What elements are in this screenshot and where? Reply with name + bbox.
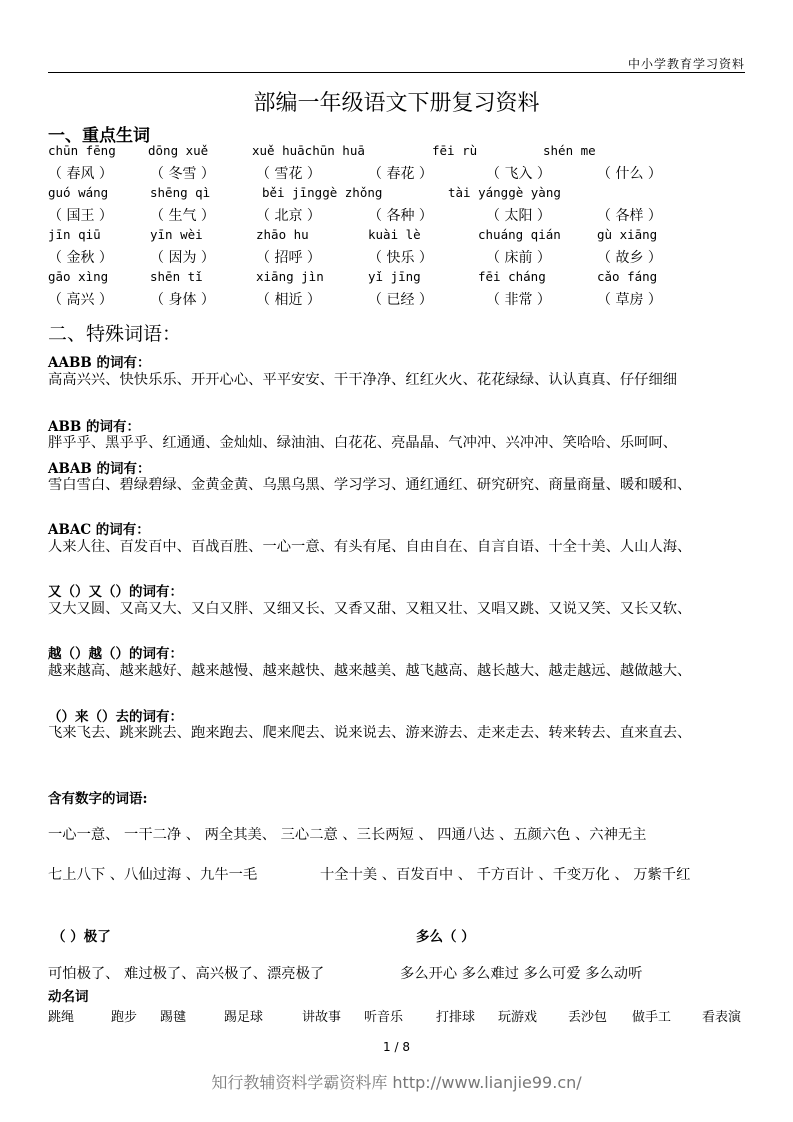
- numbers-label: 含有数字的词语:: [48, 791, 148, 807]
- pinyin: guó wáng: [48, 185, 109, 200]
- pinyin: gāo xìng: [48, 269, 109, 284]
- dongming-item: 看表演: [702, 1010, 742, 1025]
- dongming-item: 讲故事: [302, 1010, 342, 1025]
- group-label: ABAB 的词有：: [48, 461, 151, 477]
- page-title: 部编一年级语文下册复习资料: [253, 91, 540, 116]
- pinyin: chūn fēng: [48, 143, 116, 158]
- group-text: 又大又圆、又高又大、又白又胖、又细又长、又香又甜、又粗又壮、又唱又跳、又说又笑、又长又软、: [48, 601, 692, 617]
- pinyin: běi jīnggè zhǒng: [262, 185, 383, 200]
- word: （ 相近 ）: [256, 292, 321, 308]
- word: （ 雪花 ）: [256, 166, 321, 182]
- word: （ 春风 ）: [48, 166, 113, 182]
- pinyin: jīn qiū: [48, 227, 101, 242]
- dongming-item: 玩游戏: [498, 1010, 538, 1025]
- word: （ 国王 ）: [48, 208, 113, 224]
- header-label: 中小学教育学习资料: [627, 57, 745, 71]
- pinyin: fēi rù: [432, 143, 478, 158]
- dongming-item: 跑步: [111, 1010, 138, 1025]
- word: （ 非常 ）: [486, 292, 551, 308]
- section1-heading: 一、重点生词: [48, 126, 150, 146]
- word: （ 生气 ）: [150, 208, 215, 224]
- duome-text: 多么开心 多么难过 多么可爱 多么动听: [400, 966, 643, 982]
- word: （ 金秋 ）: [48, 250, 113, 266]
- word: （ 冬雪 ）: [150, 166, 215, 182]
- pinyin: dōng xuě: [148, 143, 209, 158]
- word: （ 招呼 ）: [256, 250, 321, 266]
- word: （ 太阳 ）: [486, 208, 551, 224]
- group-text: 雪白雪白、碧绿碧绿、金黄金黄、乌黑乌黑、学习学习、通红通红、研究研究、商量商量、暖和暖和、: [48, 477, 692, 493]
- duome-label: 多么（ ）: [416, 929, 475, 945]
- group-text: 越来越高、越来越好、越来越慢、越来越快、越来越美、越飞越高、越长越大、越走越远、越做越大、: [48, 663, 692, 679]
- word: （ 春花 ）: [368, 166, 433, 182]
- word: （ 什么 ）: [597, 166, 662, 182]
- section2-heading: 二、特殊词语：: [48, 323, 182, 345]
- dongming-item: 踢足球: [224, 1010, 264, 1025]
- group-label: AABB 的词有：: [48, 355, 151, 371]
- group-text: 高高兴兴、快快乐乐、开开心心、平平安安、干干净净、红红火火、花花绿绿、认认真真、仔仔细细: [48, 372, 678, 388]
- word: （ 草房 ）: [597, 292, 662, 308]
- pinyin: shén me: [543, 143, 596, 158]
- dongming-item: 听音乐: [364, 1010, 404, 1025]
- dongming-item: 做手工: [632, 1010, 672, 1025]
- pinyin: cǎo fáng: [597, 269, 658, 284]
- pinyin: kuài lè: [368, 227, 421, 242]
- group-text: 飞来飞去、跳来跳去、跑来跑去、爬来爬去、说来说去、游来游去、走来走去、转来转去、直来直去、: [48, 725, 692, 741]
- word: （ 故乡 ）: [597, 250, 662, 266]
- pinyin: xuě huāchūn huā: [252, 143, 365, 158]
- pinyin: fēi cháng: [478, 269, 546, 284]
- pinyin: shēn tǐ: [150, 269, 203, 284]
- word: （ 已经 ）: [368, 292, 433, 308]
- numbers-line: 一心一意、 一干二净 、 两全其美、 三心二意 、三长两短 、 四通八达 、五颜六色 、六神无主: [48, 827, 647, 843]
- pinyin: tài yánggè yàng: [448, 185, 561, 200]
- word: （ 身体 ）: [150, 292, 215, 308]
- dongming-item: 跳绳: [48, 1010, 75, 1025]
- pinyin: yǐ jīng: [368, 269, 421, 284]
- numbers-line: 十全十美 、百发百中 、 千方百计 、千变万化 、 万紫千红: [320, 867, 691, 883]
- word: （ 快乐 ）: [368, 250, 433, 266]
- word: （ 高兴 ）: [48, 292, 113, 308]
- dongming-item: 丢沙包: [568, 1010, 608, 1025]
- word: （ 因为 ）: [150, 250, 215, 266]
- group-label: （）来（）去的词有：: [48, 709, 183, 725]
- word: （ 北京 ）: [256, 208, 321, 224]
- numbers-line: 七上八下 、八仙过海 、九牛一毛: [48, 867, 258, 883]
- group-label: ABAC 的词有：: [48, 522, 150, 538]
- dongming-item: 打排球: [436, 1010, 476, 1025]
- group-text: 人来人往、百发百中、百战百胜、一心一意、有头有尾、自由自在、自言自语、十全十美、人山人海、: [48, 539, 692, 555]
- group-text: 胖乎乎、黑乎乎、红通通、金灿灿、绿油油、白花花、亮晶晶、气冲冲、兴冲冲、笑哈哈、乐呵呵、: [48, 435, 678, 451]
- word: （ 各种 ）: [368, 208, 433, 224]
- word: （ 床前 ）: [486, 250, 551, 266]
- group-label: ABB 的词有：: [48, 419, 140, 435]
- jile-text: 可怕极了、 难过极了、高兴极了、漂亮极了: [48, 966, 325, 982]
- pinyin: zhāo hu: [256, 227, 309, 242]
- pinyin: chuáng qián: [478, 227, 561, 242]
- word: （ 飞入 ）: [486, 166, 551, 182]
- jile-label: （ ）极了: [52, 929, 111, 945]
- page-number: 1 / 8: [383, 1040, 410, 1054]
- group-label: 越（）越（）的词有：: [48, 646, 183, 662]
- pinyin: shēng qì: [150, 185, 211, 200]
- header-divider: [48, 72, 745, 73]
- pinyin: gù xiāng: [597, 227, 658, 242]
- watermark-footer: 知行教辅资料学霸资料库 http://www.lianjie99.cn/: [211, 1073, 582, 1092]
- dongming-item: 踢毽: [160, 1010, 187, 1025]
- dongming-label: 动名词: [48, 989, 89, 1005]
- pinyin: xiāng jìn: [256, 269, 324, 284]
- pinyin: yīn wèi: [150, 227, 203, 242]
- word: （ 各样 ）: [597, 208, 662, 224]
- group-label: 又（）又（）的词有：: [48, 584, 183, 600]
